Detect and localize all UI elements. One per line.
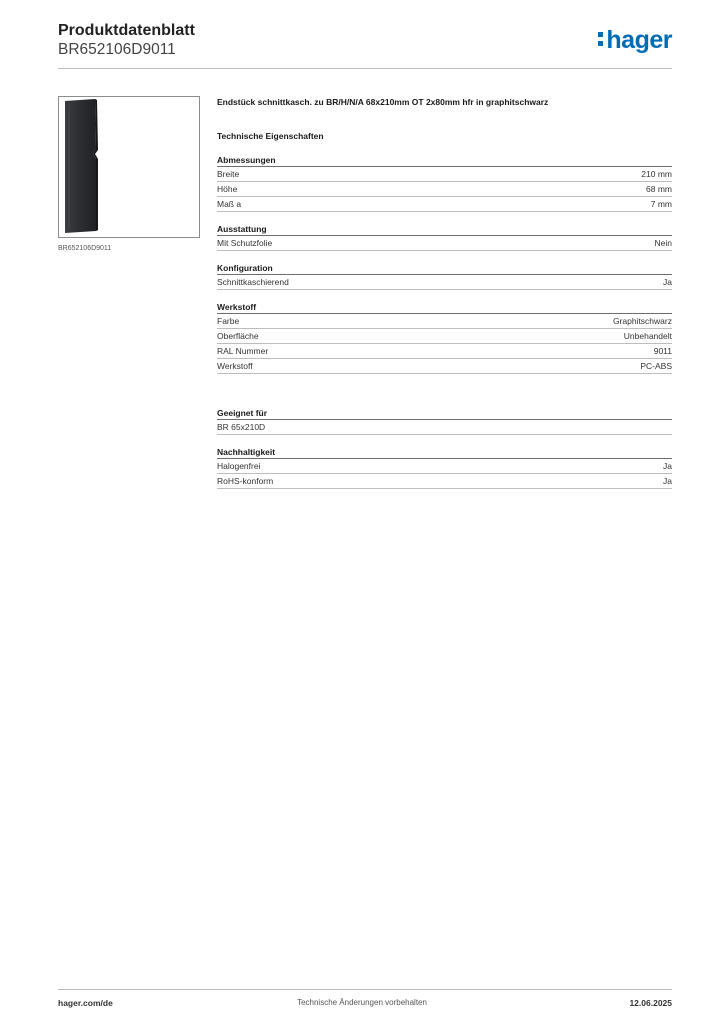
row-label: Halogenfrei — [217, 461, 261, 471]
page-header — [58, 22, 672, 68]
table-row — [217, 344, 672, 359]
table-row — [217, 459, 672, 474]
row-value: Unbehandelt — [623, 331, 672, 341]
group-title: Geeignet für — [217, 407, 672, 420]
row-value: Ja — [663, 476, 672, 486]
row-value: 9011 — [653, 346, 672, 356]
row-value: Graphitschwarz — [612, 316, 672, 326]
group-title: Nachhaltigkeit — [217, 446, 672, 459]
row-label: Mit Schutzfolie — [217, 238, 273, 248]
document-title: Produktdatenblatt — [58, 22, 195, 39]
logo-text: hager — [606, 26, 672, 54]
table-row — [217, 474, 672, 489]
footer-divider — [58, 989, 672, 990]
row-value: Ja — [663, 461, 672, 471]
logo-colon-icon — [597, 26, 604, 48]
row-value: 210 mm — [641, 169, 672, 179]
row-label: Oberfläche — [217, 331, 259, 341]
product-image-caption: BR652106D9011 — [58, 245, 112, 252]
group-equipment — [217, 223, 672, 251]
footer-notice: Technische Änderungen vorbehalten — [297, 998, 427, 1007]
table-row — [217, 236, 672, 251]
table-row — [217, 167, 672, 182]
table-row — [217, 420, 672, 435]
row-label: Schnittkaschierend — [217, 277, 289, 287]
table-row — [217, 275, 672, 290]
table-row — [217, 314, 672, 329]
group-dimensions — [217, 154, 672, 212]
group-material — [217, 301, 672, 374]
row-label: Maß a — [217, 199, 242, 209]
group-title: Werkstoff — [217, 301, 672, 314]
section-spacer — [217, 385, 672, 407]
row-label: RAL Nummer — [217, 346, 269, 356]
article-number: BR652106D9011 — [58, 41, 176, 58]
end-piece-shape — [65, 99, 96, 233]
product-image — [59, 97, 199, 237]
row-label: Farbe — [217, 316, 240, 326]
product-details — [217, 97, 672, 500]
technical-properties-heading: Technische Eigenschaften — [217, 131, 324, 141]
row-label: Breite — [217, 169, 240, 179]
row-label: BR 65x210D — [217, 422, 266, 432]
table-row — [217, 329, 672, 344]
group-sustainability — [217, 446, 672, 489]
product-image-frame — [58, 96, 200, 238]
product-description: Endstück schnittkasch. zu BR/H/N/A 68x210mm OT 2x80mm hfr in graphitschwarz — [217, 97, 549, 107]
row-value: Ja — [663, 277, 672, 287]
row-label: Werkstoff — [217, 361, 253, 371]
row-label: RoHS-konform — [217, 476, 274, 486]
row-value: PC-ABS — [640, 361, 672, 371]
row-value: 68 mm — [646, 184, 672, 194]
group-title: Abmessungen — [217, 154, 672, 167]
table-row — [217, 182, 672, 197]
group-title: Ausstattung — [217, 223, 672, 236]
row-value: 7 mm — [650, 199, 672, 209]
row-value: Nein — [654, 238, 672, 248]
group-configuration — [217, 262, 672, 290]
hager-logo — [597, 26, 672, 55]
group-suitable-for — [217, 407, 672, 435]
footer-website-link[interactable]: hager.com/de — [58, 998, 113, 1008]
header-divider — [58, 68, 672, 69]
group-title: Konfiguration — [217, 262, 672, 275]
row-label: Höhe — [217, 184, 238, 194]
footer-date: 12.06.2025 — [629, 998, 672, 1008]
table-row — [217, 197, 672, 212]
table-row — [217, 359, 672, 374]
